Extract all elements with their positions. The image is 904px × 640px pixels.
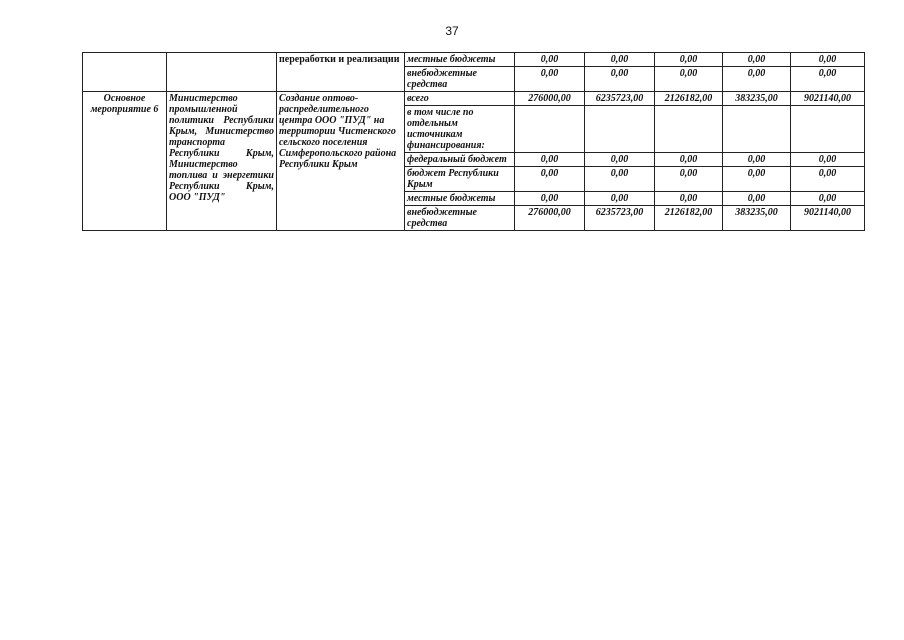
value-cell: 0,00: [515, 192, 585, 206]
value-cell: 0,00: [723, 167, 791, 192]
value-cell: 0,00: [515, 53, 585, 67]
funding-source-cell: бюджет Республики Крым: [405, 167, 515, 192]
measure-label-cell: Основное мероприятие 6: [83, 92, 167, 231]
value-cell: 0,00: [585, 67, 655, 92]
value-cell: 0,00: [515, 167, 585, 192]
value-cell: 0,00: [655, 153, 723, 167]
value-cell: 0,00: [515, 153, 585, 167]
page-number: 37: [445, 24, 459, 38]
activity-cell: Создание оптово-распределительного центра ООО "ПУД" на территории Чистенского сельского поселения Симферопольского района Республики Крым: [277, 92, 405, 231]
value-cell: 276000,00: [515, 92, 585, 106]
value-cell: 0,00: [655, 167, 723, 192]
value-cell: 9021140,00: [791, 206, 865, 231]
value-cell: 0,00: [655, 53, 723, 67]
funding-source-cell: местные бюджеты: [405, 53, 515, 67]
empty-cell: [515, 106, 585, 153]
table-row: [83, 53, 865, 67]
value-cell: 2126182,00: [655, 92, 723, 106]
value-cell: 0,00: [585, 153, 655, 167]
activity-cell: переработки и реализации: [277, 53, 405, 92]
empty-cell: [791, 106, 865, 153]
funding-source-cell: всего: [405, 92, 515, 106]
value-cell: 0,00: [585, 192, 655, 206]
funding-source-cell: местные бюджеты: [405, 192, 515, 206]
empty-cell: [655, 106, 723, 153]
value-cell: 0,00: [723, 67, 791, 92]
value-cell: 0,00: [515, 67, 585, 92]
table-row: [83, 92, 865, 106]
value-cell: 383235,00: [723, 92, 791, 106]
funding-source-cell: в том числе по отдельным источникам финансирования:: [405, 106, 515, 153]
value-cell: 2126182,00: [655, 206, 723, 231]
value-cell: 0,00: [791, 67, 865, 92]
empty-cell: [167, 53, 277, 92]
value-cell: 0,00: [791, 53, 865, 67]
value-cell: 0,00: [791, 153, 865, 167]
value-cell: 9021140,00: [791, 92, 865, 106]
funding-source-cell: внебюджетные средства: [405, 206, 515, 231]
value-cell: 0,00: [791, 192, 865, 206]
funding-source-cell: внебюджетные средства: [405, 67, 515, 92]
value-cell: 0,00: [655, 192, 723, 206]
empty-cell: [585, 106, 655, 153]
value-cell: 0,00: [723, 192, 791, 206]
value-cell: 0,00: [791, 167, 865, 192]
value-cell: 0,00: [585, 53, 655, 67]
value-cell: 0,00: [723, 153, 791, 167]
value-cell: 0,00: [585, 167, 655, 192]
funding-source-cell: федеральный бюджет: [405, 153, 515, 167]
empty-cell: [723, 106, 791, 153]
value-cell: 383235,00: [723, 206, 791, 231]
value-cell: 0,00: [723, 53, 791, 67]
value-cell: 6235723,00: [585, 206, 655, 231]
executors-cell: Министерство промышленной политики Республики Крым, Министерство транспорта Республики Крым, Министерство топлива и энергетики Республики Крым, ООО "ПУД": [167, 92, 277, 231]
value-cell: 276000,00: [515, 206, 585, 231]
funding-table: [82, 52, 865, 231]
empty-cell: [83, 53, 167, 92]
value-cell: 6235723,00: [585, 92, 655, 106]
value-cell: 0,00: [655, 67, 723, 92]
